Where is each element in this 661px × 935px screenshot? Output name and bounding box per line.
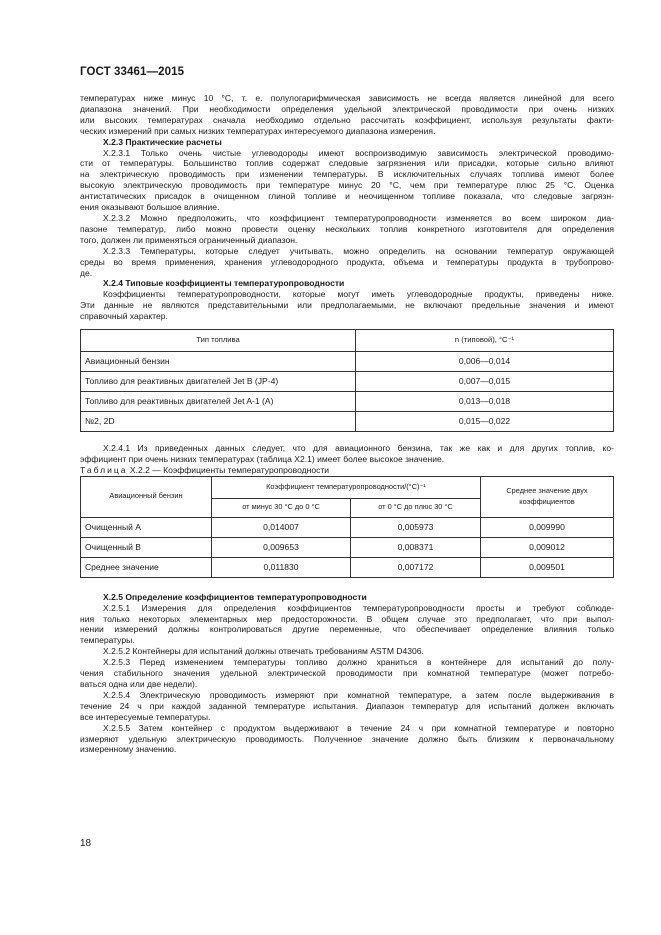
table-row: Очищенный В 0,009653 0,008371 0,009012 (81, 537, 614, 557)
text-line: пазоне температур, либо можно провести оценку нескольких топлив конкретного изготовителя для определения (80, 223, 614, 234)
table-row: Топливо для реактивных двигателей Jet A-1 (A) 0,013—0,018 (81, 392, 614, 412)
text-line: X.2.5.2 Контейнеры для испытаний должны отвечать требованиям ASTM D4306. (103, 646, 424, 657)
table-header-fuel-type: Тип топлива (81, 330, 356, 352)
text-line: сти от температуры. Большинство топлив содержат следовые загрязнения или присадки, которые сильно влияют (80, 158, 614, 169)
table-caption (80, 465, 614, 476)
table-header-average: Среднее значение двух коэффициентов (481, 476, 614, 517)
section-heading-x-2-3: X.2.3 Практические расчеты (103, 136, 222, 147)
text-line: справочный характер. (80, 311, 168, 322)
text-line: эффициент при очень низких температурах (таблица X2.1) имеет более высокое значение. (80, 453, 445, 464)
text-line: ния только некоторых элементарных мер предосторожности. В общем случае это предполагает, что при выпол- (80, 613, 614, 624)
text-line: на электрическую проводимость при изменении температуры. В исключительных случаях топлива имеют более (80, 169, 614, 180)
intro-paragraph (80, 93, 614, 137)
text-line: течение 24 ч при каждой заданной температуре испытания. Диапазон температур для испытаний должен включать (80, 700, 614, 711)
table-row: №2, 2D 0,015—0,022 (81, 412, 614, 432)
text-line: X.2.3.3 Температуры, которые следует учитывать, можно определить на основании температур окружающей (103, 245, 614, 256)
text-line: ваться одна или две недели). (80, 679, 198, 689)
text-line: антистатических присадок в очищенном глиной топливе и неочищенном топливе показала, что следовые загрязн- (80, 191, 614, 202)
text-line: X.2.3.2 Можно предположить, что коэффициент температуропроводности изменяется во всем широком диа- (103, 212, 614, 223)
text-line: среды во время применения, хранения углеводородного продукта, объема и температуры продукта в трубопрово- (80, 256, 614, 267)
text-line: высокую электрическую проводимость при температуре минус 20 °С, чем при температуре плюс 25 °С. Оценка (80, 180, 614, 191)
paragraph-x-2-5-4 (80, 690, 614, 723)
text-line: чения стабильного значения удельной электрической проводимости при комнатной температуре (может потребо- (80, 668, 614, 679)
text-line: X.2.5.5 Затем контейнер с продуктом выдерживают в течение 24 ч при комнатной температуре и повторно (103, 722, 614, 733)
text-line: де. (80, 267, 93, 278)
table-header-typical-n: n (типовой), °С⁻¹ (356, 330, 614, 352)
text-line: X.2.5.3 Перед изменением температуры топливо должно храниться в контейнере для испытаний до полу- (103, 657, 614, 668)
text-line: температурах ниже минус 10 °С, т. е. полулогарифмическая зависимость не всегда является линейной для всего (80, 93, 614, 103)
text-line: все интересуемые температуры. (80, 711, 211, 722)
text-line: Эти данные не являются представительными или предполагаемыми, не включают предельные значения и имеют (80, 300, 614, 311)
table-header-range-negative: от минус 30 °С до 0 °С (212, 498, 351, 517)
section-heading-x-2-4: X.2.4 Типовые коэффициенты температуропроводности (103, 278, 345, 289)
table-row: Среднее значение 0,011830 0,007172 0,009501 (81, 557, 614, 577)
paragraph-x-2-5-3 (80, 657, 614, 690)
text-line: Коэффициенты температуропроводности, которые могут иметь углеводородные продукты, приведены ниже. (103, 289, 614, 300)
text-line: нении измерений должны контролироваться другие переменные, что обеспечивает определение влияния только (80, 624, 614, 635)
table-caption-text: X.2.2 — Коэффициенты температуропроводности (129, 464, 330, 475)
fuel-coefficient-table (80, 329, 614, 432)
paragraph-x-2-5-5 (80, 723, 614, 756)
text-line: того, должен ли применяться ограниченный диапазон. (80, 234, 298, 245)
table-row: Авиационный бензин 0,006—0,014 (81, 352, 614, 372)
text-line: X.2.5.4 Электрическую проводимость измеряют при комнатной температуре, а затем после выдерживания в (103, 689, 614, 700)
paragraph-x-2-3-1 (80, 148, 614, 213)
text-line: X.2.5.1 Измерения для определения коэффициентов температуропроводности просты и требуют соблюде- (103, 602, 614, 613)
table-header-fuel: Авиационный бензин (81, 476, 212, 517)
table-caption-prefix: Таблица (80, 464, 128, 475)
table-row: Очищенный А 0,014007 0,005973 0,009990 (81, 517, 614, 537)
text-line: измеренному значению. (80, 744, 177, 755)
paragraph-x-2-4-1 (80, 443, 614, 465)
section-heading-x-2-5: X.2.5 Определение коэффициентов температуропроводности (103, 591, 367, 602)
paragraph-x-2-3-3 (80, 246, 614, 279)
paragraph-x-2-3-2 (80, 213, 614, 246)
table-header-coefficient: Коэффициент температуропроводности/(°С)⁻¹ (212, 476, 481, 498)
text-line: диапазона значений. При необходимости определения удельной электрической проводимости при очень низких (80, 103, 614, 114)
page-number: 18 (80, 838, 92, 849)
text-line: X.2.3.1 Только очень чистые углеводороды имеют воспроизводимую зависимость электрической проводимо- (103, 147, 614, 158)
text-line: ческих измерений при самых низких температурах интересуемого диапазона измерения. (80, 125, 436, 136)
table-header-range-positive: от 0 °С до плюс 30 °С (351, 498, 481, 517)
temperature-coefficient-table (80, 476, 614, 578)
paragraph-x-2-4-intro (80, 289, 614, 322)
document-header: ГОСТ 33461—2015 (80, 66, 185, 78)
text-line: ения оказывают большое влияние. (80, 202, 220, 213)
page-content (80, 93, 614, 755)
table-row: Топливо для реактивных двигателей Jet B (JP-4) 0,007—0,015 (81, 372, 614, 392)
text-line: X.2.4.1 Из приведенных данных следует, что для авиационного бензина, так же как и для других топлив, ко- (103, 443, 614, 454)
paragraph-x-2-5-1 (80, 603, 614, 647)
text-line: или высоких температурах сначала необходимо отдельно рассчитать коэффициент, используя результаты факти- (80, 114, 614, 125)
text-line: температуры. (80, 635, 135, 646)
text-line: измеряют удельную электрическую проводимость. Полученное значение должно быть близким к первоначальному (80, 733, 614, 744)
paragraph-x-2-5-2 (80, 646, 614, 657)
